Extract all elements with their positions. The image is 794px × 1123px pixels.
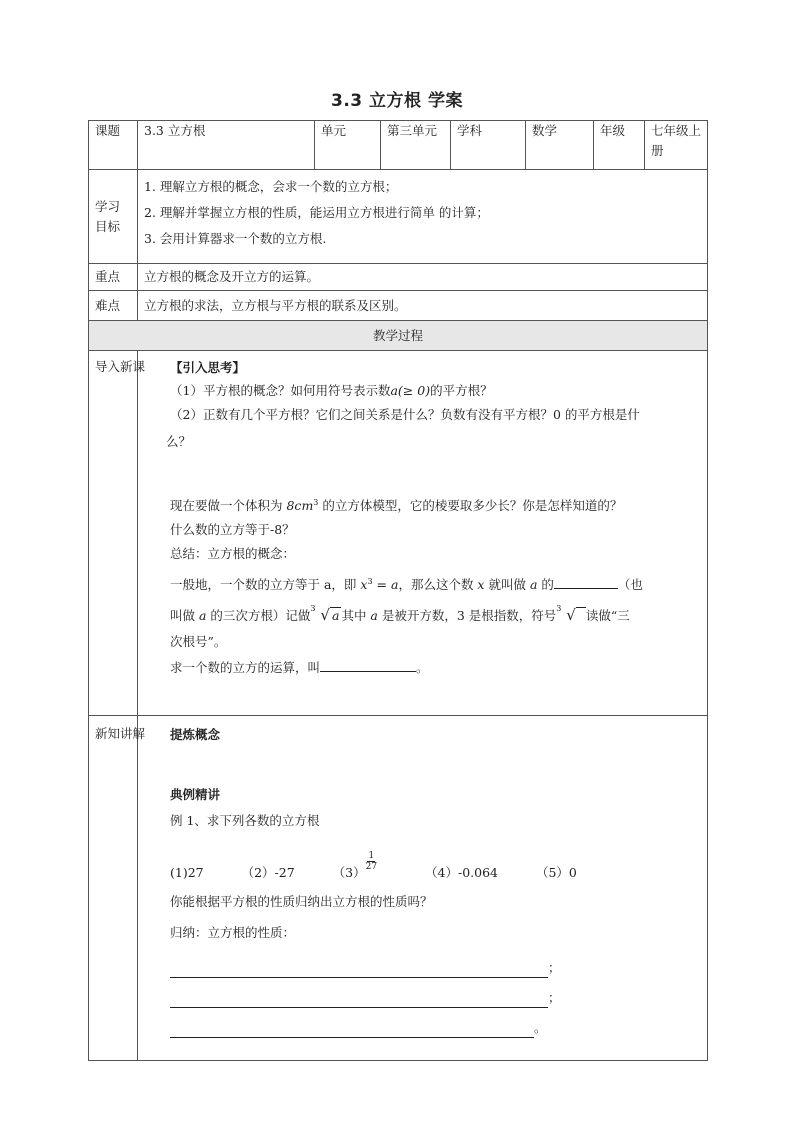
difficulty-label: 难点	[89, 291, 138, 321]
def-eq-x: x	[360, 577, 368, 593]
line-end-2: ；	[548, 990, 561, 1005]
def-var-a: a	[529, 577, 538, 593]
def2-text: 叫做	[170, 608, 199, 624]
goals-list	[138, 170, 708, 264]
example-item: （4）-0.064	[425, 865, 498, 880]
def3-text: 次根号”。	[170, 634, 227, 650]
cube-root-notation: 3 √ a	[310, 601, 341, 630]
grade-label: 年级	[594, 121, 645, 170]
answer-line-1[interactable]	[170, 948, 701, 978]
volume-sup: 3	[313, 498, 319, 507]
new-label-text: 新知讲解	[95, 726, 146, 741]
example-item: （5）0	[535, 865, 577, 880]
key-point-label: 重点	[89, 264, 138, 291]
example-1: 例 1、求下列各数的立方根	[170, 813, 320, 828]
def-eq-rhs: = a	[372, 577, 399, 593]
q2-text-end: 么？	[166, 434, 192, 449]
new-label	[89, 716, 146, 1061]
answer-line-2[interactable]	[170, 978, 701, 1008]
unit-label: 单元	[315, 121, 381, 170]
op-text-end: 。	[416, 660, 429, 676]
volume-text-end: 的立方体模型，它的棱要取多少长？你是怎样知道的？	[318, 498, 623, 514]
root-index: 3	[310, 604, 316, 614]
fraction-denominator: 27	[365, 862, 378, 872]
intro-label-text: 导入新课	[95, 359, 146, 374]
def-answer-blank[interactable]	[554, 576, 618, 589]
goal-item: 1. 理解立方根的概念，会求一个数的立方根；	[144, 179, 398, 194]
lesson-table	[88, 120, 708, 1061]
summary-text: 总结：立方根的概念：	[170, 546, 296, 562]
process-header: 教学过程	[89, 321, 708, 351]
subject-label: 学科	[451, 121, 526, 170]
intro-heading: 【引入思考】	[170, 360, 246, 375]
concept-heading: 提炼概念	[170, 727, 221, 742]
op-answer-blank[interactable]	[320, 659, 416, 672]
def2-text-2: 的三次方根）记做	[206, 608, 311, 624]
course-label: 课题	[89, 121, 138, 170]
induce-text: 归纳：立方根的性质：	[170, 925, 296, 940]
line-end-1: ；	[548, 960, 561, 975]
line-end-3: 。	[534, 1020, 547, 1035]
q2-text: （2）正数有几个平方根？它们之间关系是什么？负数有没有平方根？0 的平方根是什	[170, 407, 640, 422]
def-text-2: ，那么这个数	[398, 577, 478, 593]
symbol-index: 3	[556, 604, 562, 614]
subject-value: 数学	[526, 121, 594, 170]
def-text-3: 就叫做	[484, 577, 530, 593]
intro-label	[89, 351, 146, 716]
def2-text-4: 是被开方数，3 是根指数，符号	[377, 608, 557, 624]
example-item: （2）-27	[241, 865, 295, 880]
def-text-5: （也	[617, 577, 643, 593]
goal-item: 2. 理解并掌握立方根的性质，能运用立方根进行简单 的计算；	[144, 205, 489, 220]
page-title: 3.3 立方根 学案	[331, 91, 463, 111]
intro-content	[138, 351, 708, 716]
new-content	[138, 716, 708, 1061]
q1-text: （1）平方根的概念？如何用符号表示数	[170, 383, 391, 398]
def-eq-sup: 3	[367, 577, 373, 587]
property-question: 你能根据平方根的性质归纳出立方根的性质吗？	[170, 894, 433, 909]
key-point-value: 立方根的概念及开立方的运算。	[138, 264, 708, 291]
def-var-x: x	[477, 577, 485, 593]
fraction	[366, 851, 377, 872]
q1-math: a(≥ 0)	[390, 383, 431, 398]
example-item: （3）	[332, 865, 366, 880]
root-body: a	[331, 608, 340, 624]
def2-var-a2: a	[370, 608, 378, 624]
q1-text-end: 的平方根？	[430, 383, 493, 398]
def-text: 一般地，一个数的立方等于 a，即	[170, 577, 361, 593]
volume-math: 8cm	[286, 498, 314, 514]
grade-value: 七年级上册	[645, 121, 708, 170]
example-items	[170, 851, 701, 886]
difficulty-value: 立方根的求法，立方根与平方根的联系及区别。	[138, 291, 708, 321]
cube-root-symbol: 3 √	[556, 601, 586, 630]
example-item: (1)27	[170, 865, 204, 880]
examples-heading: 典例精讲	[170, 787, 221, 802]
course-value: 3.3 立方根	[138, 121, 315, 170]
def2-text-3: 其中	[341, 608, 371, 624]
goal-item: 3. 会用计算器求一个数的立方根.	[144, 231, 327, 246]
def2-text-5: 读做“三	[585, 608, 630, 624]
fraction-numerator: 1	[368, 851, 375, 861]
def-text-4: 的	[537, 577, 554, 593]
volume-text: 现在要做一个体积为	[170, 498, 287, 514]
cube-question: 什么数的立方等于-8？	[170, 522, 295, 538]
unit-value: 第三单元	[381, 121, 451, 170]
goals-label: 学习目标	[89, 170, 138, 264]
op-text: 求一个数的立方的运算，叫	[170, 660, 321, 676]
def2-var-a: a	[198, 608, 207, 624]
answer-line-3[interactable]	[170, 1008, 701, 1038]
